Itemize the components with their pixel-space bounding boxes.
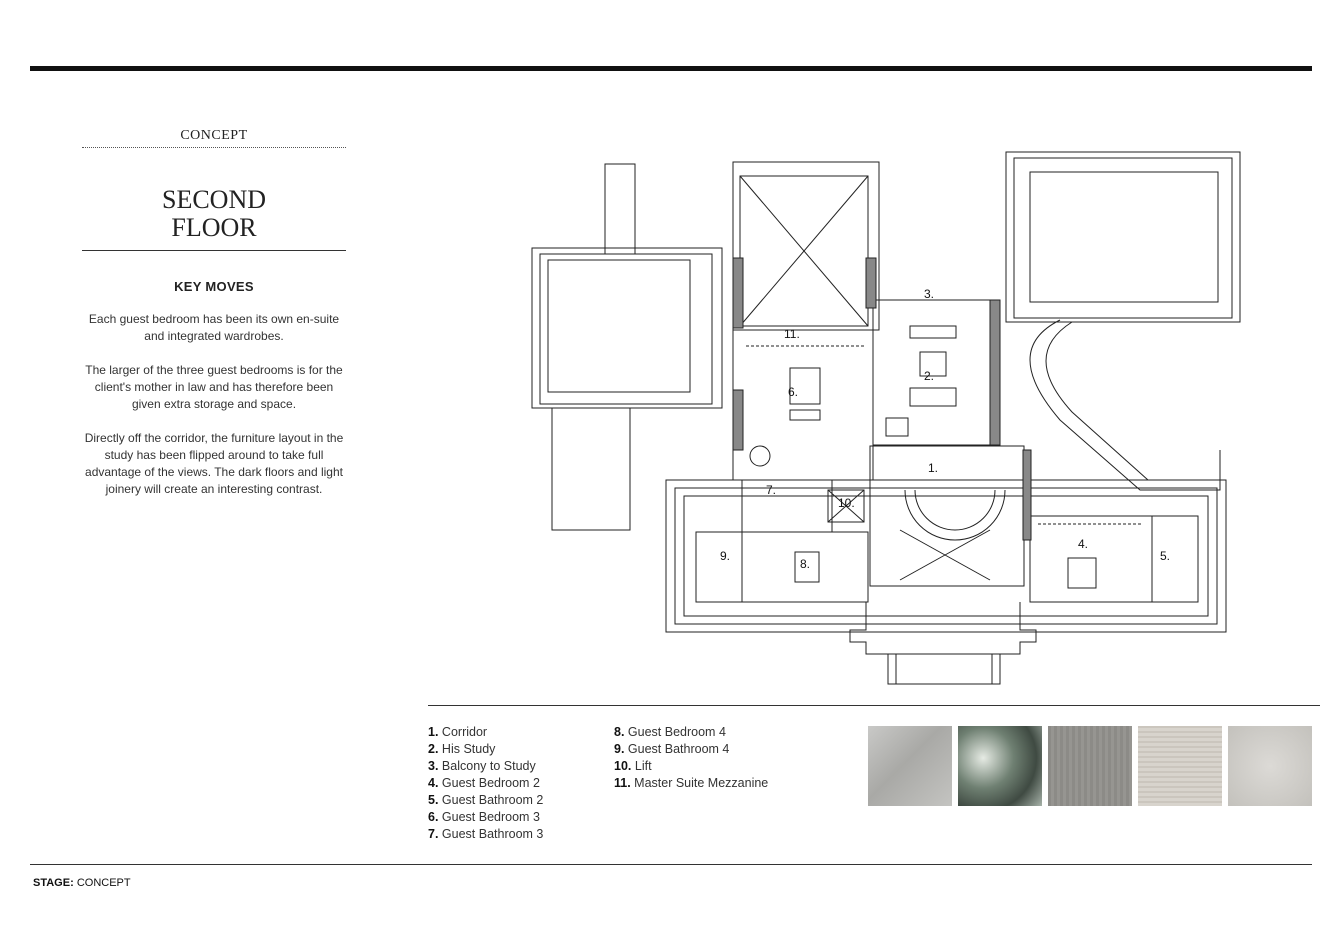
legend-item: 1. Corridor <box>428 725 488 739</box>
legend-column-1 <box>428 724 543 843</box>
material-swatch-grey-stone <box>868 726 952 806</box>
label-corridor: 1. <box>928 461 939 475</box>
legend-item: 3. Balcony to Study <box>428 759 536 773</box>
paragraph-3: Directly off the corridor, the furniture layout in the study has been flipped around to take full advantage of the views. The dark floors and light joinery will create an interesting contrast. <box>84 431 344 496</box>
legend-rule <box>428 705 1320 706</box>
floor-plan <box>520 150 1260 690</box>
label-bed2: 4. <box>1078 537 1089 551</box>
page-title: SECOND FLOOR <box>82 186 346 251</box>
left-terrace-steps <box>552 408 630 530</box>
legend-column-2 <box>614 724 768 792</box>
legend-item: 7. Guest Bathroom 3 <box>428 827 544 841</box>
label-study: 2. <box>924 369 935 383</box>
room-bath2 <box>1152 516 1198 602</box>
stage-indicator <box>33 877 131 889</box>
paragraph-2: The larger of the three guest bedrooms is for the client's mother in law and has therefore been given extra storage and space. <box>85 363 343 411</box>
label-lift: 10. <box>838 496 855 510</box>
room-bed2 <box>1030 516 1152 602</box>
void <box>733 162 879 330</box>
stage-value: CONCEPT <box>76 877 131 889</box>
material-swatch-light-oak <box>1138 726 1222 806</box>
legend-item: 9. Guest Bathroom 4 <box>614 742 730 756</box>
material-swatch-pale-stone <box>1228 726 1312 806</box>
legend-item: 4. Guest Bedroom 2 <box>428 776 540 790</box>
label-bath2: 5. <box>1160 549 1171 563</box>
bottom-rule <box>30 864 1312 865</box>
room-study <box>873 300 998 445</box>
label-bed4: 8. <box>800 557 811 571</box>
legend-item: 11. Master Suite Mezzanine <box>614 776 769 790</box>
paragraph-1: Each guest bedroom has been its own en-suite and integrated wardrobes. <box>88 312 340 343</box>
label-mezzanine: 11. <box>784 327 800 341</box>
stage-label: STAGE: <box>33 877 74 889</box>
room-bath4 <box>696 532 742 602</box>
label-balcony: 3. <box>924 287 935 301</box>
room-corridor <box>870 446 1024 586</box>
legend-item: 5. Guest Bathroom 2 <box>428 793 544 807</box>
legend-item: 6. Guest Bedroom 3 <box>428 810 540 824</box>
legend-item: 8. Guest Bedroom 4 <box>614 725 726 739</box>
label-bath3: 7. <box>766 483 777 497</box>
room-bed3 <box>733 330 873 480</box>
legend-item: 10. Lift <box>614 759 652 773</box>
label-bed3: 6. <box>788 385 799 399</box>
material-swatch-dark-oak <box>1048 726 1132 806</box>
sidebar <box>82 128 346 498</box>
legend-item: 2. His Study <box>428 742 496 756</box>
section-label: CONCEPT <box>82 128 346 148</box>
top-rule <box>30 66 1312 71</box>
key-moves-heading: KEY MOVES <box>174 279 254 294</box>
left-terrace <box>532 248 722 408</box>
label-bath4: 9. <box>720 549 731 563</box>
material-swatch-green-marble <box>958 726 1042 806</box>
right-terrace <box>1006 152 1240 322</box>
